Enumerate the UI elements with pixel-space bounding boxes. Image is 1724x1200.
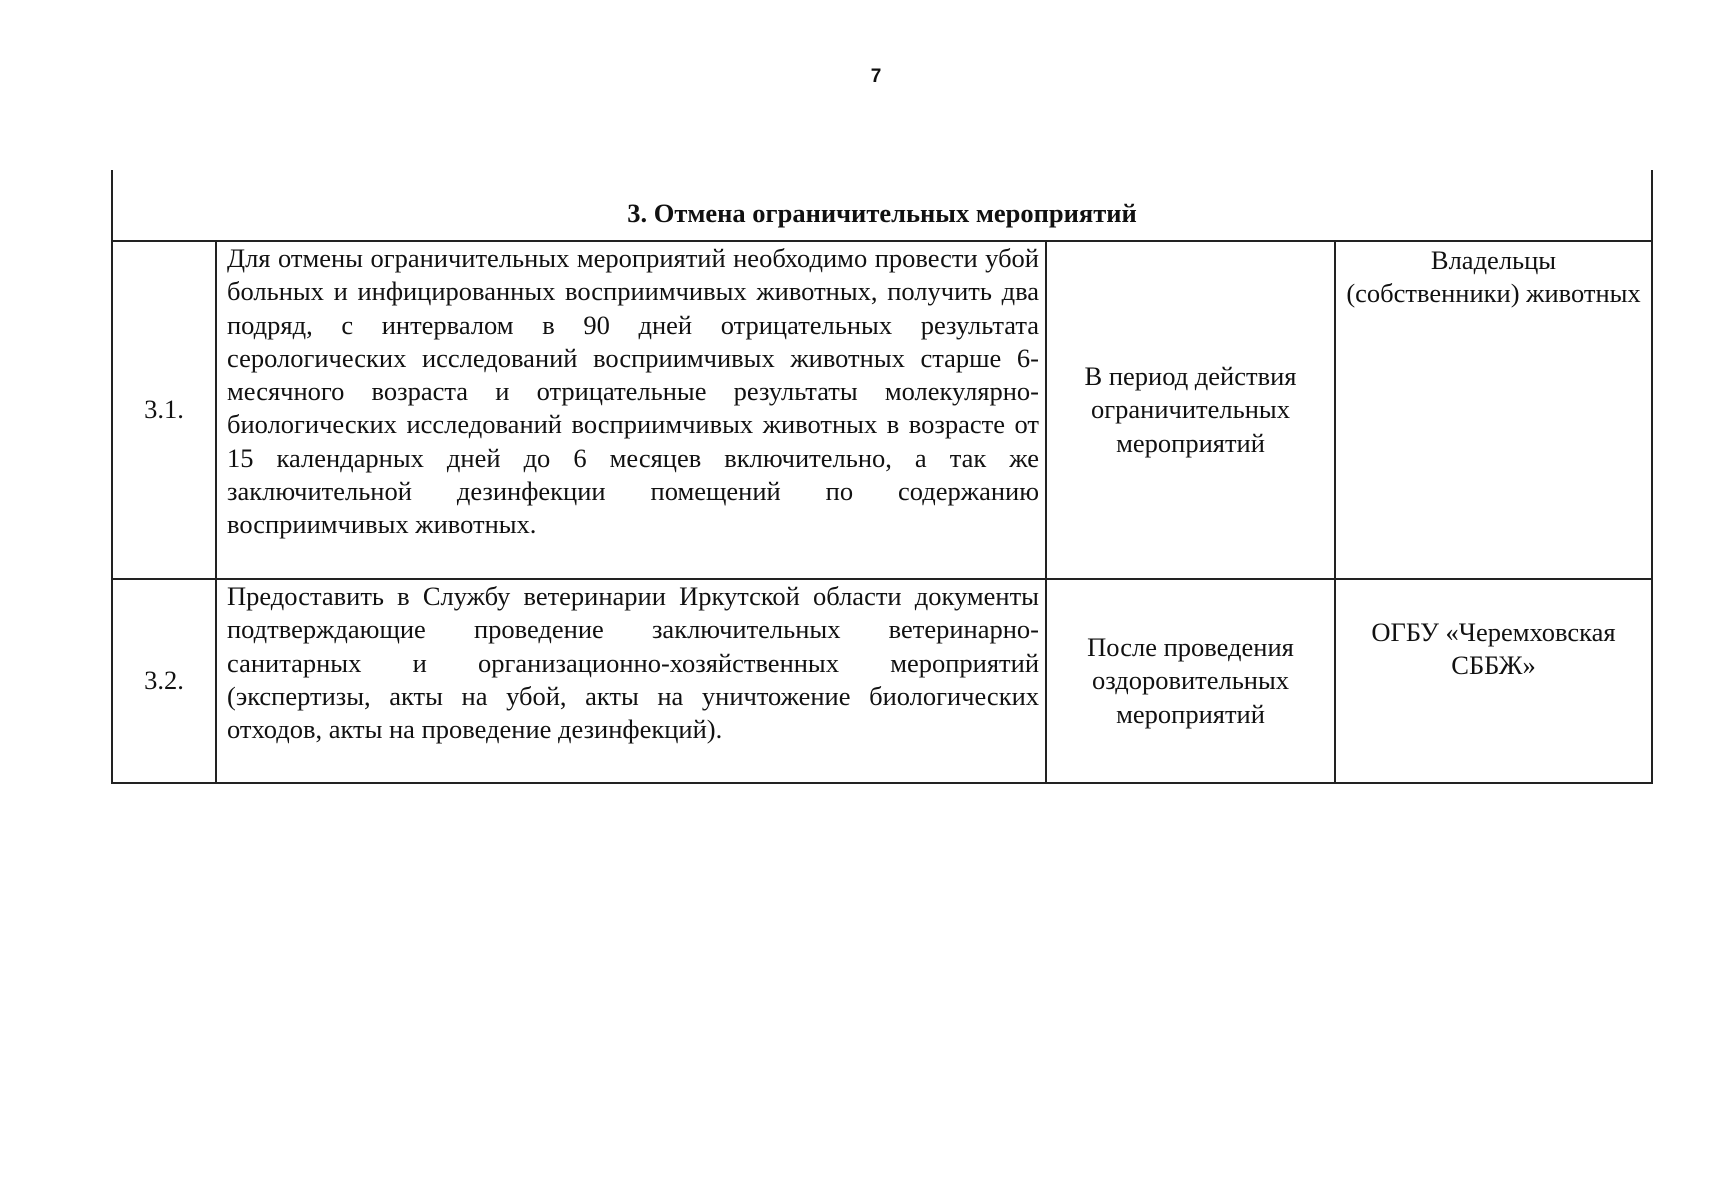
- measures-table: [111, 170, 1653, 784]
- table-row: [112, 241, 1652, 579]
- table-row: [112, 579, 1652, 783]
- page-number: 7: [870, 66, 882, 87]
- row-description: [216, 579, 1046, 783]
- row-description: [216, 241, 1046, 579]
- row-responsible: ОГБУ «Черемховская СББЖ»: [1335, 579, 1652, 783]
- row-description-text: Предоставить в Службу ветеринарии Иркутской области документы подтверждающие проведение заключительных ветеринарно-санитарных и организационно-хозяйственных мероприятий (экспертизы, акты на убой, акты на уничтожение биологических отходов, акты на проведение дезинфекций).: [227, 581, 1039, 745]
- section-header-row: [112, 170, 1652, 241]
- section-title: 3. Отмена ограничительных мероприятий: [112, 170, 1652, 241]
- row-number: 3.1.: [112, 241, 216, 579]
- row-description-text: Для отмены ограничительных мероприятий необходимо провести убой больных и инфицированных восприимчивых животных, получить два подряд, с интервалом в 90 дней отрицательных результата серологических исследований восприимчивых животных старше 6-месячного возраста и отрицательные результаты молекулярно-биологических исследований восприимчивых животных в возрасте от 15 календарных дней до 6 месяцев включительно, а так же заключительной дезинфекции помещений по содержанию восприимчивых животных.: [227, 243, 1039, 540]
- row-number: 3.2.: [112, 579, 216, 783]
- row-responsible: Владельцы (собственники) животных: [1335, 241, 1652, 579]
- row-period: После проведения оздоровительных мероприятий: [1046, 579, 1335, 783]
- row-period: В период действия ограничительных мероприятий: [1046, 241, 1335, 579]
